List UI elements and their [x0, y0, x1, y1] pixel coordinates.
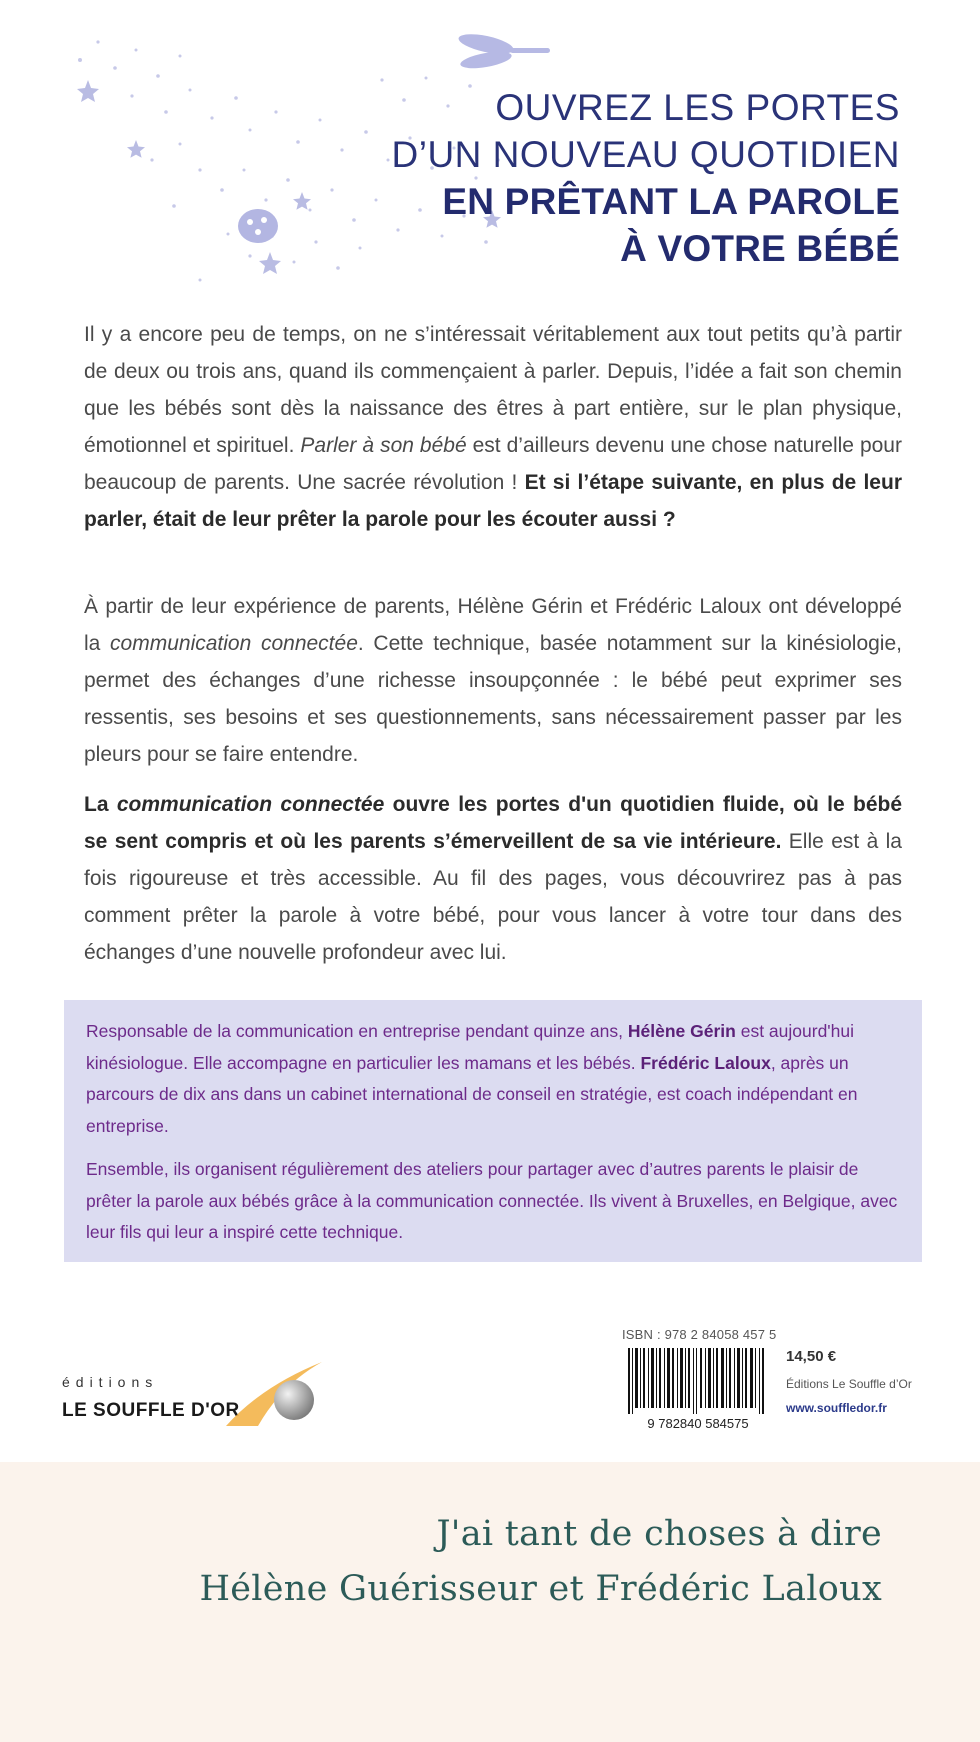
bio-paragraph-2: Ensemble, ils organisent régulièrement des ateliers pour partager avec d’autres parents le plaisir de prêter la parole aux bébés grâce à la communication connectée. Ils vivent à Bruxelles, en Belgique, avec leur fils qui leur a inspiré cette technique. — [86, 1159, 898, 1242]
publisher-logo — [62, 1356, 332, 1436]
bio-author-2: Frédéric Laloux — [640, 1052, 771, 1073]
paragraph-1-bold: Et si l’étape suivante, en plus de leur parler, était de leur prêter la parole pour les écouter aussi ? — [84, 471, 902, 531]
price-block — [786, 1348, 912, 1415]
price: 14,50 € — [786, 1348, 837, 1365]
headline — [392, 84, 900, 272]
summary-paragraph-2 — [84, 588, 902, 773]
bio-text-b: est aujourd'hui kinésiologue. Elle accompagne en particulier les mamans et les bébés. — [86, 1021, 855, 1073]
publisher-swoosh-icon — [222, 1356, 332, 1436]
bio-text-a: Responsable de la communication en entreprise pendant quinze ans, — [86, 1021, 628, 1041]
paragraph-2-text-a: À partir de leur expérience de parents, Hélène Gérin et Frédéric Laloux ont développé la — [84, 595, 902, 655]
paragraph-1-text-a: Il y a encore peu de temps, on ne s’intéressait véritablement aux tout petits qu’à partir de deux ou trois ans, quand ils commençaient à parler. Depuis, l’idée a fait son chemin que les bébés sont dès la naissance des êtres à part entière, sur le plan physique, émotionnel et spirituel. — [84, 323, 902, 457]
isbn-label: ISBN : 978 2 84058 457 5 — [622, 1327, 777, 1342]
publisher-small-label: éditions — [62, 1374, 159, 1390]
headline-line-4: À VOTRE BÉBÉ — [620, 228, 900, 269]
paragraph-2-text-b: . Cette technique, basée notamment sur la kinésiologie, permet des échanges d’une richesse insoupçonnée : le bébé peut exprimer ses ressentis, ses besoins et ses questionnements, sans nécessairement passer par les pleurs pour se faire entendre. — [84, 632, 902, 766]
paragraph-2-italic: communication connectée — [110, 632, 358, 655]
bio-author-1: Hélène Gérin — [627, 1021, 736, 1041]
headline-line-1: OUVREZ LES PORTES — [495, 87, 900, 128]
paragraph-3-bold-italic: communication connectée — [116, 793, 385, 816]
authors-bio-box — [64, 1000, 922, 1262]
bio-paragraph-1 — [86, 1016, 900, 1142]
caption-band — [0, 1462, 980, 1742]
publisher-name: LE SOUFFLE D'OR — [62, 1400, 240, 1421]
barcode-digits: 9 782840 584575 — [647, 1416, 749, 1431]
caption-title: J'ai tant de choses à dire — [436, 1514, 882, 1554]
edition-label: Éditions Le Souffle d’Or — [786, 1377, 912, 1391]
dragonfly-icon — [457, 30, 550, 71]
paragraph-3-bold-b: ouvre les portes d'un quotidien fluide, où le bébé se sent compris et où les parents s’émerveillent de sa vie intérieure. — [84, 793, 903, 853]
summary-paragraph-1 — [84, 316, 902, 538]
ladybug-icon — [238, 209, 278, 243]
headline-line-3: EN PRÊTANT LA PAROLE — [442, 181, 900, 222]
website-link[interactable]: www.souffledor.fr — [786, 1401, 887, 1415]
paragraph-3-bold-a: La — [84, 793, 117, 816]
summary-paragraph-3 — [84, 786, 902, 971]
barcode-icon — [622, 1346, 774, 1432]
bio-text-c: , après un parcours de dix ans dans un cabinet international de conseil en stratégie, est coach indépendant en entreprise. — [86, 1052, 858, 1136]
caption-authors: Hélène Guérisseur et Frédéric Laloux — [199, 1569, 882, 1609]
headline-line-2: D’UN NOUVEAU QUOTIDIEN — [391, 134, 900, 175]
paragraph-1-italic: Parler à son bébé — [300, 434, 467, 457]
paragraph-1-text-b: est d’ailleurs devenu une chose naturelle pour beaucoup de parents. Une sacrée révolution ! — [84, 434, 902, 494]
paragraph-3-text: Elle est à la fois rigoureuse et très accessible. Au fil des pages, vous découvrirez pas à pas comment prêter la parole à votre bébé, pour vous lancer à votre tour dans des échanges d’une nouvelle profondeur avec lui. — [84, 830, 902, 964]
